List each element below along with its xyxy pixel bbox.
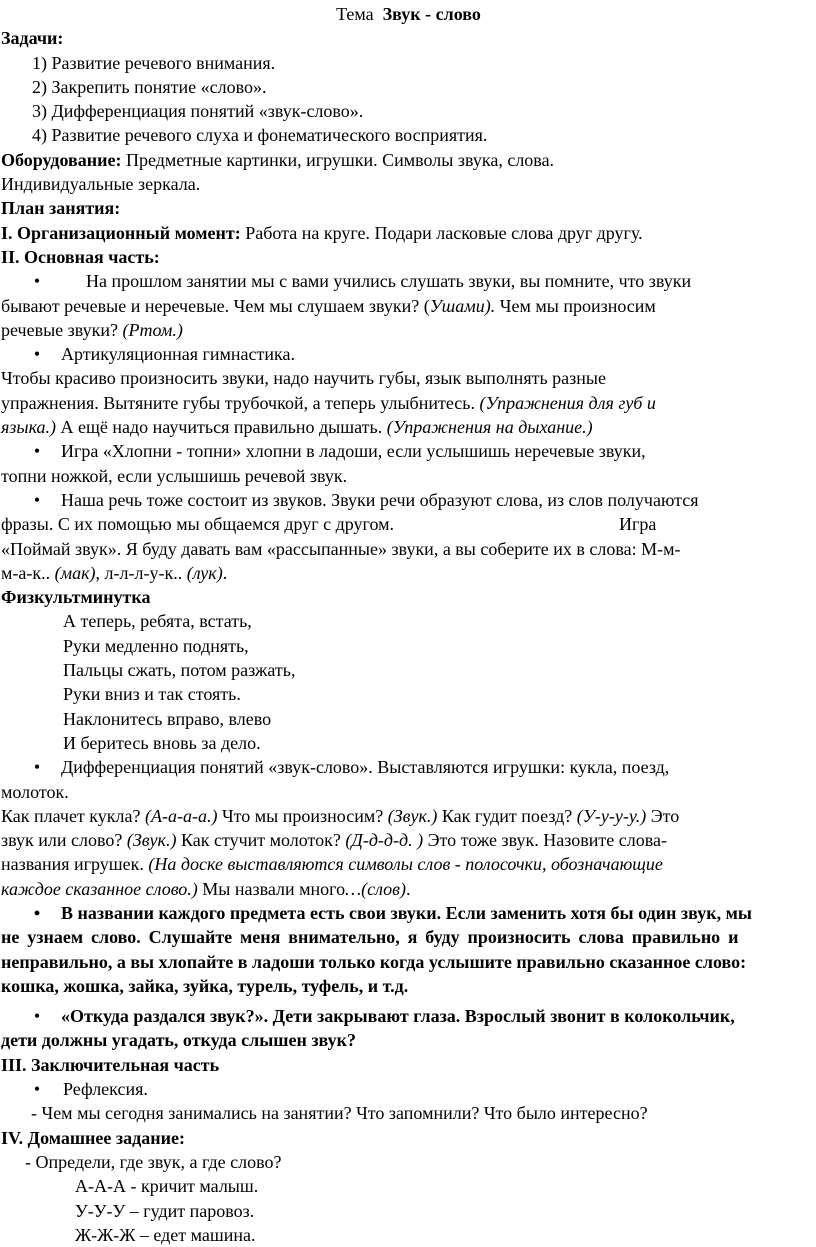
- task-item: 1) Развитие речевого внимания.: [32, 52, 276, 73]
- text: Это тоже звук. Назовите слова-: [423, 830, 667, 851]
- italic-text: (лук): [186, 562, 223, 583]
- italic-text: языка.): [1, 417, 57, 438]
- bullet-icon: •: [33, 1079, 41, 1100]
- paragraph-line: «Поймай звук». Я буду давать вам «рассыпанные» звуки, а вы соберите их в слова: М-м-: [1, 538, 681, 559]
- bullet-text: Дифференциация понятий «звук-слово». Выставляются игрушки: кукла, поезд,: [61, 757, 670, 778]
- text: речевые звуки?: [1, 319, 123, 340]
- bullet-icon: •: [33, 344, 41, 365]
- paragraph-line: [1, 852, 816, 876]
- text: фразы. С их помощью мы общаемся друг с другом.: [1, 514, 395, 535]
- text: Игра: [619, 514, 657, 535]
- bullet-text: Артикуляционная гимнастика.: [61, 344, 295, 365]
- task-item: 3) Дифференциация понятий «звук-слово».: [32, 101, 364, 122]
- equipment-line-2: Индивидуальные зеркала.: [1, 174, 201, 195]
- reflection-question: - Чем мы сегодня занимались на занятии? Что запомнили? Что было интересно?: [31, 1103, 648, 1124]
- paragraph-line: не узнаем слово. Слушайте меня внимательно, я буду произносить слова правильно и: [1, 927, 739, 948]
- bullet-icon: •: [33, 441, 41, 462]
- text: Как стучит молоток?: [176, 830, 346, 851]
- tasks-heading: Задачи:: [1, 28, 64, 49]
- text: Мы назвали много: [197, 878, 346, 899]
- paragraph-line: [1, 391, 816, 415]
- text: Как плачет кукла?: [1, 805, 145, 826]
- italic-text: (У-у-у-у.): [576, 805, 647, 826]
- italic-text: (На доске выставляются символы слов - полосочки, обозначающие: [148, 854, 663, 875]
- italic-text: (мак): [54, 562, 96, 583]
- equipment-line: [1, 148, 816, 172]
- section-3-heading: III. Заключительная часть: [1, 1054, 220, 1075]
- bullet-paragraph: [1, 1004, 816, 1028]
- bullet-paragraph: [1, 342, 816, 366]
- paragraph-line: [1, 318, 816, 342]
- italic-text: (Ртом.): [122, 319, 183, 340]
- text: м-а-к..: [1, 562, 55, 583]
- italic-text: (Упражнения для губ и: [479, 392, 656, 413]
- document-page: [1, 2, 816, 1247]
- bullet-paragraph: [1, 439, 816, 463]
- paragraph-line: [1, 415, 816, 439]
- bullet-icon: •: [33, 902, 41, 923]
- italic-text: (Звук.): [387, 805, 438, 826]
- paragraph-line: [1, 512, 816, 536]
- section-2-heading: II. Основная часть:: [1, 246, 160, 267]
- text: .: [222, 562, 228, 583]
- bullet-icon: •: [33, 271, 41, 292]
- bullet-text: В названии каждого предмета есть свои звуки. Если заменить хотя бы один звук, мы: [61, 902, 752, 923]
- bullet-icon: •: [33, 757, 41, 778]
- text: упражнения. Вытяните губы трубочкой, а теперь улыбнитесь.: [1, 392, 480, 413]
- section-1-text: Работа на круге. Подари ласковые слова друг другу.: [240, 222, 643, 243]
- bullet-text: Дети закрывают глаза. Взрослый звонит в колокольчик,: [268, 1006, 735, 1027]
- text: Что мы произносим?: [217, 805, 388, 826]
- text: звук или слово?: [1, 830, 127, 851]
- text: Как гудит поезд?: [437, 805, 577, 826]
- bullet-text: «Откуда раздался звук?».: [61, 1006, 269, 1027]
- paragraph-line: [1, 828, 816, 852]
- paragraph-line: Чтобы красиво произносить звуки, надо научить губы, язык выполнять разные: [1, 368, 606, 389]
- paragraph-line: дети должны угадать, откуда слышен звук?: [1, 1030, 357, 1051]
- plan-heading: План занятия:: [1, 198, 121, 219]
- physical-heading: Физкультминутка: [1, 587, 151, 608]
- paragraph-line: молоток.: [1, 781, 69, 802]
- equipment-text: Предметные картинки, игрушки. Символы звука, слова.: [121, 149, 555, 170]
- task-item: 4) Развитие речевого слуха и фонематического восприятия.: [32, 125, 488, 146]
- bullet-paragraph-bold: [1, 901, 816, 925]
- text: Это: [646, 805, 680, 826]
- paragraph-line: [1, 804, 816, 828]
- paragraph-line: [1, 561, 816, 585]
- homework-line: У-У-У – гудит паровоз.: [75, 1200, 255, 1221]
- paragraph-line: [1, 294, 816, 318]
- italic-text: Ушами).: [429, 295, 496, 316]
- bullet-icon: •: [33, 489, 41, 510]
- bullet-icon: •: [33, 1006, 41, 1027]
- italic-text: (А-а-а-а.): [145, 805, 218, 826]
- title-prefix: Тема: [336, 4, 374, 24]
- section-1: [1, 221, 816, 245]
- bullet-paragraph: [1, 1077, 816, 1101]
- text: бывают речевые и неречевые. Чем мы слушаем звуки? (: [1, 295, 430, 316]
- paragraph-line: [1, 877, 816, 901]
- equipment-label: Оборудование:: [1, 149, 122, 170]
- homework-line: А-А-А - кричит малыш.: [75, 1176, 259, 1197]
- poem-line: А теперь, ребята, встать,: [63, 611, 252, 632]
- paragraph-line: топни ножкой, если услышишь речевой звук.: [1, 465, 348, 486]
- poem-line: Руки вниз и так стоять.: [63, 684, 241, 705]
- poem-line: И беритесь вновь за дело.: [63, 732, 261, 753]
- page-title: [1, 2, 816, 26]
- bullet-paragraph: [1, 269, 816, 293]
- text: А ещё надо научиться правильно дышать.: [56, 417, 387, 438]
- text: .: [405, 878, 411, 899]
- poem-line: Пальцы сжать, потом разжать,: [63, 660, 296, 681]
- bullet-text: Рефлексия.: [63, 1079, 148, 1100]
- bullet-paragraph: [1, 755, 816, 779]
- italic-text: (Упражнения на дыхание.): [386, 417, 593, 438]
- text: названия игрушек.: [1, 854, 149, 875]
- section-1-label: I. Организационный момент:: [1, 222, 241, 243]
- poem-line: Руки медленно поднять,: [63, 635, 249, 656]
- bullet-text: Наша речь тоже состоит из звуков. Звуки речи образуют слова, из слов получаются: [61, 489, 699, 510]
- task-item: 2) Закрепить понятие «слово».: [32, 76, 267, 97]
- homework-task: - Определи, где звук, а где слово?: [25, 1151, 282, 1172]
- title-topic: Звук - слово: [382, 4, 481, 24]
- italic-text: …(слов): [345, 878, 406, 899]
- bullet-paragraph: [1, 488, 816, 512]
- italic-text: каждое сказанное слово.): [1, 878, 198, 899]
- homework-line: Ж-Ж-Ж – едет машина.: [75, 1224, 256, 1245]
- italic-text: (Звук.): [126, 830, 177, 851]
- paragraph-line: кошка, жошка, зайка, зуйка, турель, туфель, и т.д.: [1, 975, 409, 996]
- section-4-heading: IV. Домашнее задание:: [1, 1127, 185, 1148]
- text: Чем мы произносим: [495, 295, 656, 316]
- poem-line: Наклонитесь вправо, влево: [63, 708, 272, 729]
- bullet-text: На прошлом занятии мы с вами учились слушать звуки, вы помните, что звуки: [86, 271, 692, 292]
- paragraph-line: неправильно, а вы хлопайте в ладоши только когда услышите правильно сказанное слово:: [1, 951, 747, 972]
- italic-text: (Д-д-д-д. ): [345, 830, 424, 851]
- text: , л-л-л-у-к..: [95, 562, 187, 583]
- bullet-text: Игра «Хлопни - топни» хлопни в ладоши, если услышишь неречевые звуки,: [61, 441, 646, 462]
